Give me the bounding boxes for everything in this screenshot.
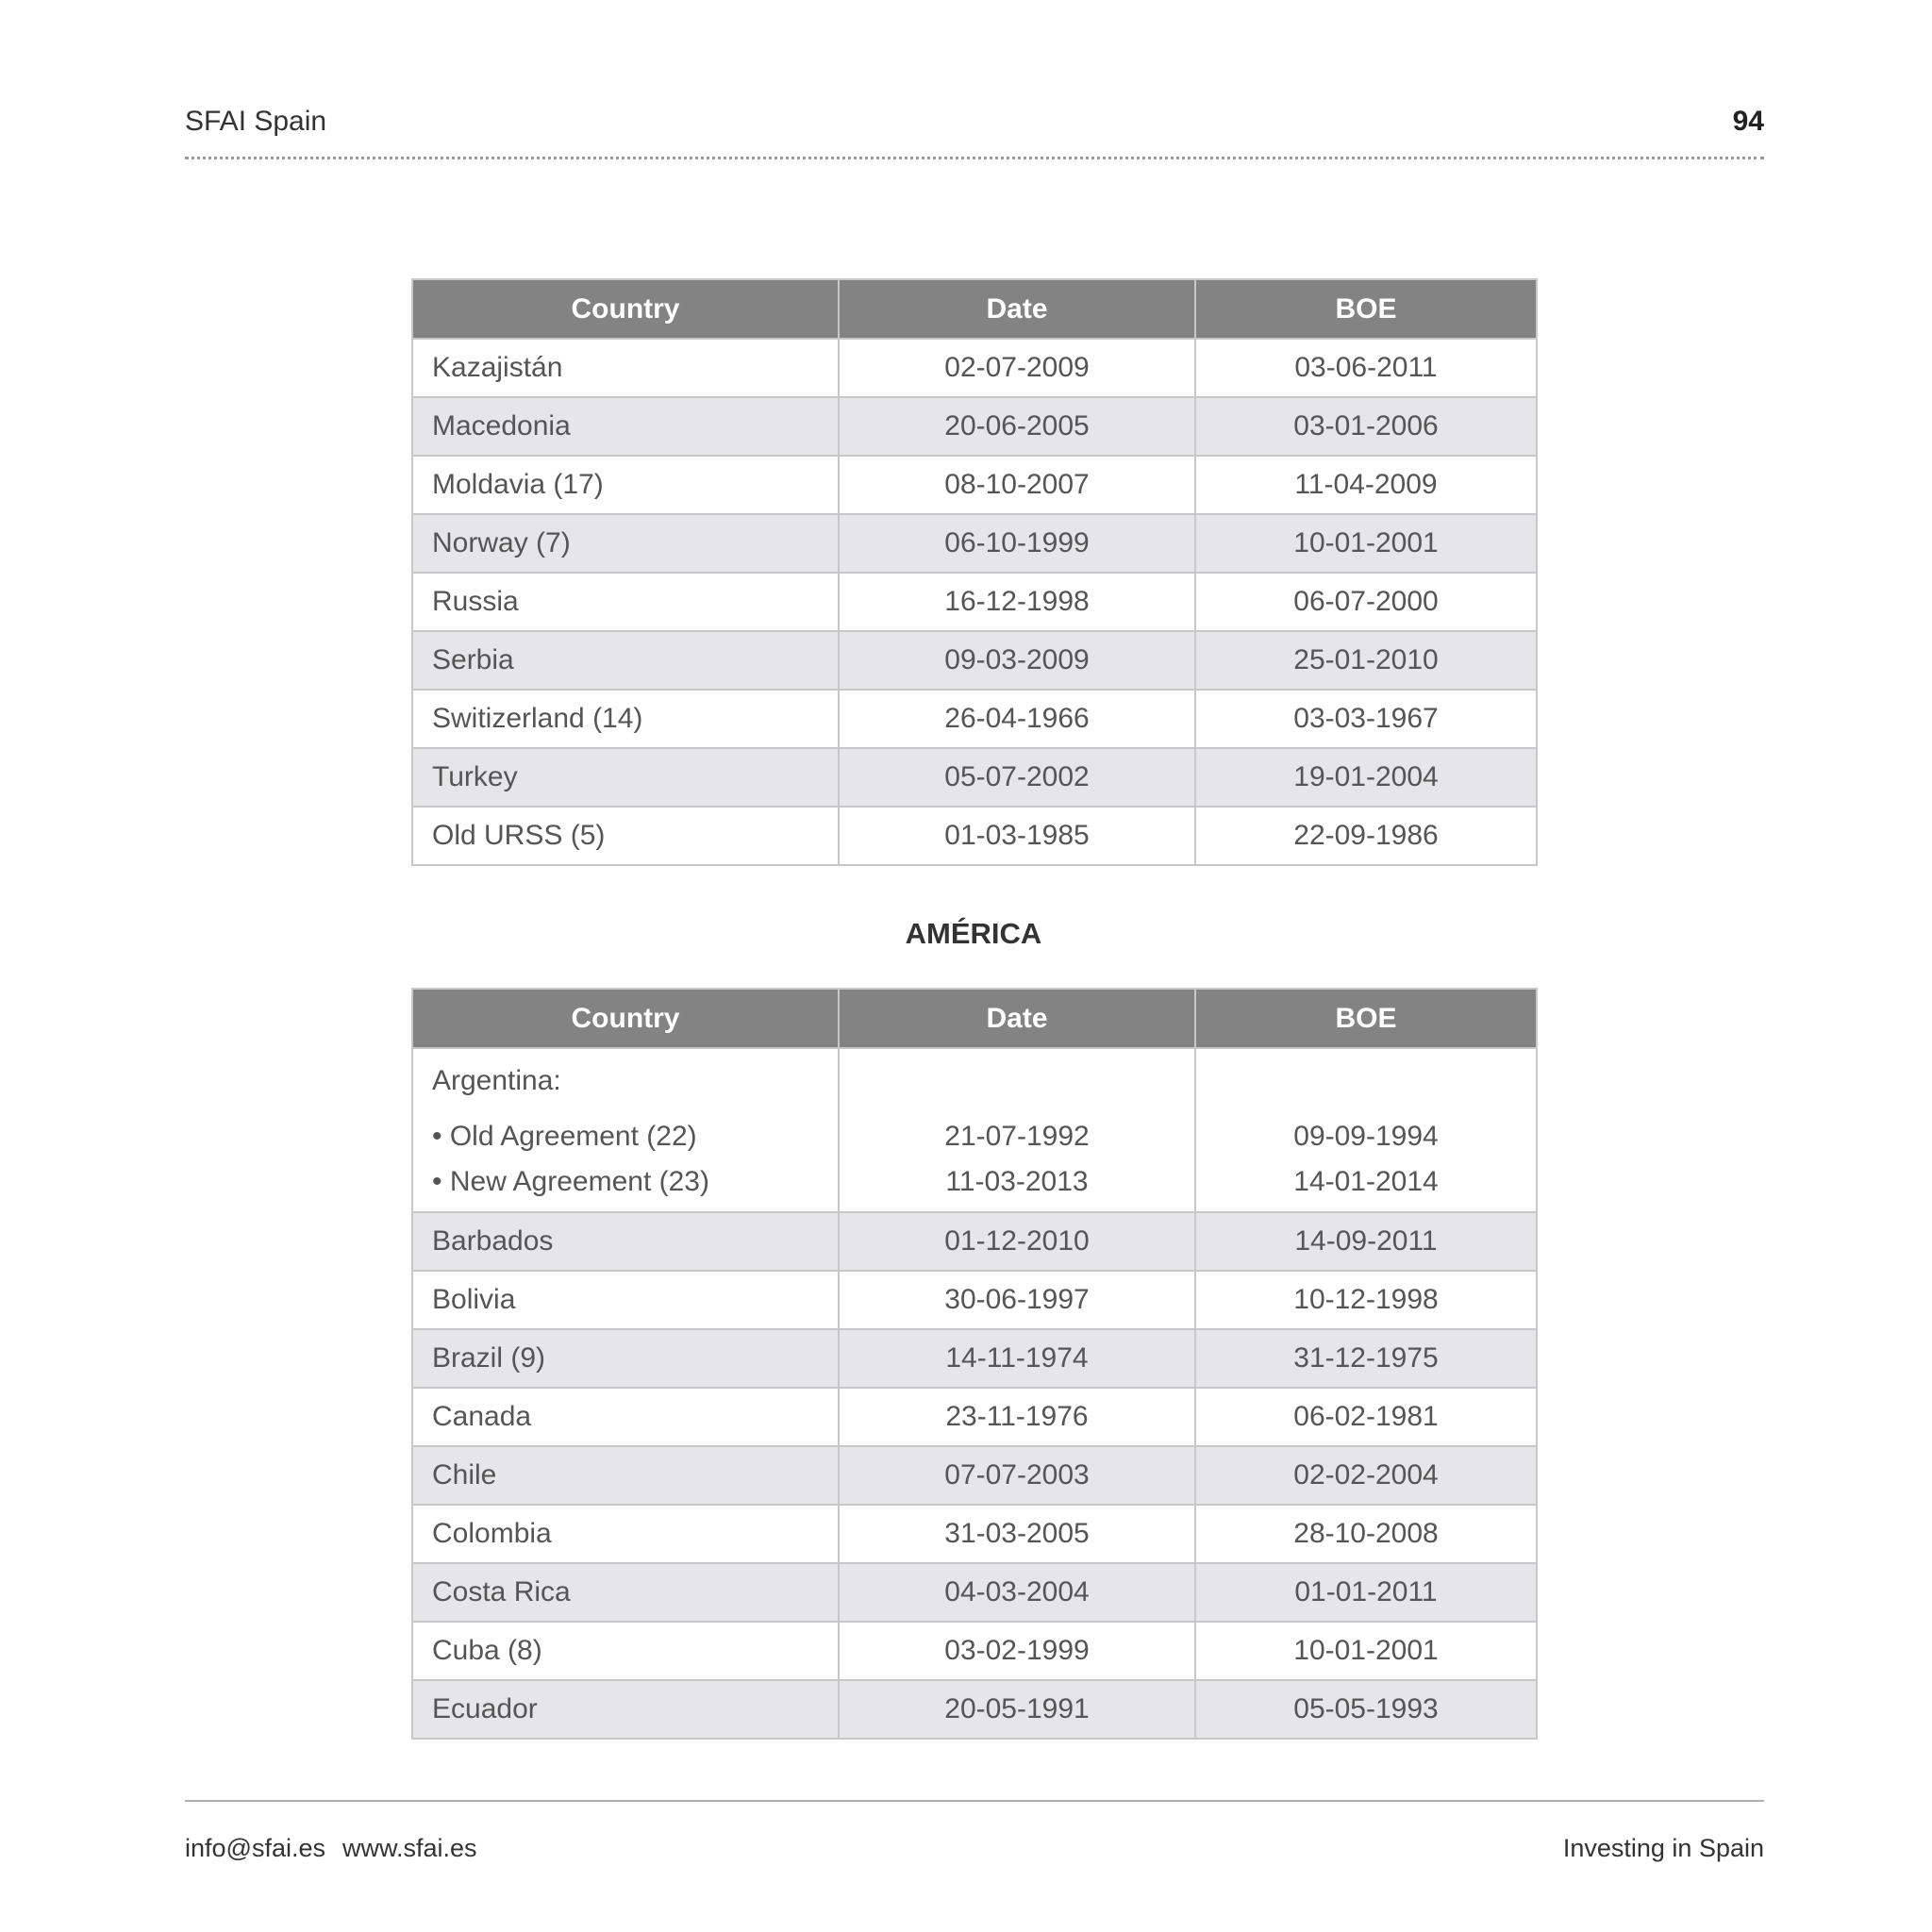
date-cell: 31-03-2005 [839,1505,1195,1563]
country-cell: Turkey [412,748,839,807]
boe-cell: 31-12-1975 [1195,1329,1537,1388]
table-row [412,1388,1537,1446]
country-cell: Macedonia [412,397,839,456]
boe-cell: 11-04-2009 [1195,456,1537,514]
footer-contact [185,1834,494,1863]
boe-cell: 28-10-2008 [1195,1505,1537,1563]
table-row [412,690,1537,748]
date-cell: 04-03-2004 [839,1563,1195,1622]
table-row [412,339,1537,397]
country-name: Argentina: [432,1065,561,1096]
date-cell: 03-02-1999 [839,1622,1195,1680]
agreement-boe: 14-01-2014 [1293,1166,1439,1197]
date-cell: 08-10-2007 [839,456,1195,514]
boe-cell: 03-01-2006 [1195,397,1537,456]
table-row [412,1680,1537,1739]
footer-title: Investing in Spain [1562,1834,1764,1862]
country-cell: Cuba (8) [412,1622,839,1680]
treaty-table-europe [411,278,1538,866]
footer-email-link[interactable]: info@sfai.es [185,1834,325,1862]
agreement-date: 21-07-1992 [944,1121,1090,1152]
boe-cell: 03-03-1967 [1195,690,1537,748]
date-cell: 14-11-1974 [839,1329,1195,1388]
table-row [412,514,1537,573]
date-cell: 20-06-2005 [839,397,1195,456]
country-cell: Switizerland (14) [412,690,839,748]
column-header-boe: BOE [1195,989,1537,1048]
boe-cell: 03-06-2011 [1195,339,1537,397]
country-cell: Costa Rica [412,1563,839,1622]
country-cell: Russia [412,573,839,631]
table-row [412,1446,1537,1505]
date-cell: 01-03-1985 [839,807,1195,865]
footer-divider [185,1800,1764,1802]
country-cell: Bolivia [412,1271,839,1329]
table-row [412,1622,1537,1680]
date-cell: 16-12-1998 [839,573,1195,631]
column-header-date: Date [839,279,1195,339]
boe-cell: 25-01-2010 [1195,631,1537,690]
country-cell: Ecuador [412,1680,839,1739]
boe-cell: 10-01-2001 [1195,1622,1537,1680]
date-cell [839,1048,1195,1212]
date-cell: 30-06-1997 [839,1271,1195,1329]
date-cell: 09-03-2009 [839,631,1195,690]
date-cell: 06-10-1999 [839,514,1195,573]
boe-cell: 22-09-1986 [1195,807,1537,865]
country-cell: Colombia [412,1505,839,1563]
table-row [412,807,1537,865]
country-cell: Norway (7) [412,514,839,573]
column-header-country: Country [412,989,839,1048]
boe-cell [1195,1048,1537,1212]
boe-cell: 06-07-2000 [1195,573,1537,631]
section-title-america: AMÉRICA [905,917,1042,950]
table-row [412,1563,1537,1622]
date-cell: 23-11-1976 [839,1388,1195,1446]
table-row [412,397,1537,456]
table-row [412,1212,1537,1271]
agreement-boe: 09-09-1994 [1293,1121,1439,1152]
table-row [412,631,1537,690]
table-row [412,456,1537,514]
boe-cell: 10-12-1998 [1195,1271,1537,1329]
table-row [412,573,1537,631]
treaty-table-america [411,988,1538,1740]
date-cell: 07-07-2003 [839,1446,1195,1505]
table-row [412,1505,1537,1563]
header-brand: SFAI Spain [185,106,327,137]
country-cell: Old URSS (5) [412,807,839,865]
boe-cell: 01-01-2011 [1195,1563,1537,1622]
boe-cell: 02-02-2004 [1195,1446,1537,1505]
agreement-date: 11-03-2013 [945,1166,1089,1197]
column-header-boe: BOE [1195,279,1537,339]
agreement-label: • New Agreement (23) [432,1166,709,1197]
column-header-date: Date [839,989,1195,1048]
column-header-country: Country [412,279,839,339]
date-cell: 02-07-2009 [839,339,1195,397]
table-header-row [412,279,1537,339]
country-cell: Brazil (9) [412,1329,839,1388]
country-cell [412,1048,839,1212]
boe-cell: 06-02-1981 [1195,1388,1537,1446]
table-row-argentina [412,1048,1537,1212]
country-cell: Kazajistán [412,339,839,397]
agreement-label: • Old Agreement (22) [432,1121,697,1152]
country-cell: Moldavia (17) [412,456,839,514]
header-divider [185,157,1764,159]
date-cell: 26-04-1966 [839,690,1195,748]
country-cell: Canada [412,1388,839,1446]
footer-website-link[interactable]: www.sfai.es [341,1834,477,1862]
country-cell: Barbados [412,1212,839,1271]
table-row [412,1271,1537,1329]
table-header-row [412,989,1537,1048]
boe-cell: 19-01-2004 [1195,748,1537,807]
page-number: 94 [1732,106,1764,137]
boe-cell: 05-05-1993 [1195,1680,1537,1739]
date-cell: 01-12-2010 [839,1212,1195,1271]
boe-cell: 14-09-2011 [1195,1212,1537,1271]
country-cell: Chile [412,1446,839,1505]
date-cell: 05-07-2002 [839,748,1195,807]
date-cell: 20-05-1991 [839,1680,1195,1739]
country-cell: Serbia [412,631,839,690]
table-row [412,1329,1537,1388]
table-row [412,748,1537,807]
boe-cell: 10-01-2001 [1195,514,1537,573]
